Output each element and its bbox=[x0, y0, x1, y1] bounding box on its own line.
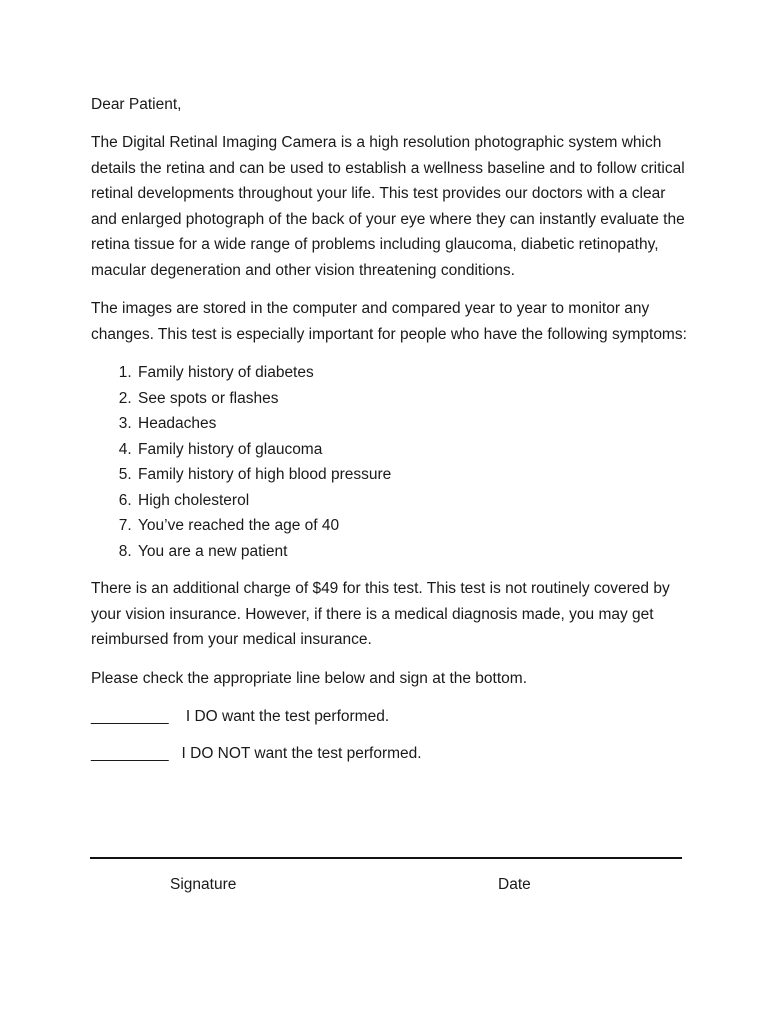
consent-no-row bbox=[91, 741, 691, 766]
instruction-text: Please check the appropriate line below and sign at the bottom. bbox=[91, 669, 527, 687]
list-item: 5. Family history of high blood pressure bbox=[136, 462, 691, 488]
consent-yes-row bbox=[91, 704, 691, 729]
list-item: 4. Family history of glaucoma bbox=[136, 437, 691, 463]
signature-line[interactable] bbox=[90, 857, 682, 859]
letter-body bbox=[91, 92, 691, 778]
signature-label: Signature bbox=[170, 876, 237, 893]
charge-paragraph: There is an additional charge of $49 for this test. This test is not routinely covered by your vision insurance. However, if there is a medical diagnosis made, you may get reimbursed from your medical insurance. bbox=[91, 580, 670, 648]
intro-paragraph: The Digital Retinal Imaging Camera is a high resolution photographic system which details the retina and can be used to establish a wellness baseline and to follow critical retinal developments throughout your life. This test provides our doctors with a clear and enlarged photograph of the back of your eye where they can instantly evaluate the retina tissue for a wide range of problems including glaucoma, diabetic retinopathy, macular degeneration and other vision threatening conditions. bbox=[91, 134, 685, 279]
storage-paragraph: The images are stored in the computer and compared year to year to monitor any changes. This test is especially important for people who have the following symptoms: bbox=[91, 300, 687, 343]
symptoms-list bbox=[91, 360, 691, 564]
list-item: 6. High cholesterol bbox=[136, 488, 691, 514]
consent-no-blank[interactable]: _________ bbox=[91, 745, 169, 762]
consent-yes-label: I DO want the test performed. bbox=[185, 708, 390, 725]
list-item: 2. See spots or flashes bbox=[136, 386, 691, 412]
list-item: 3. Headaches bbox=[136, 411, 691, 437]
list-item: 1. Family history of diabetes bbox=[136, 360, 691, 386]
greeting: Dear Patient, bbox=[91, 96, 182, 113]
date-label: Date bbox=[498, 876, 531, 893]
list-item: 8. You are a new patient bbox=[136, 539, 691, 565]
consent-no-label: I DO NOT want the test performed. bbox=[181, 745, 422, 762]
list-item: 7. You’ve reached the age of 40 bbox=[136, 513, 691, 539]
consent-yes-blank[interactable]: _________ bbox=[91, 708, 169, 725]
